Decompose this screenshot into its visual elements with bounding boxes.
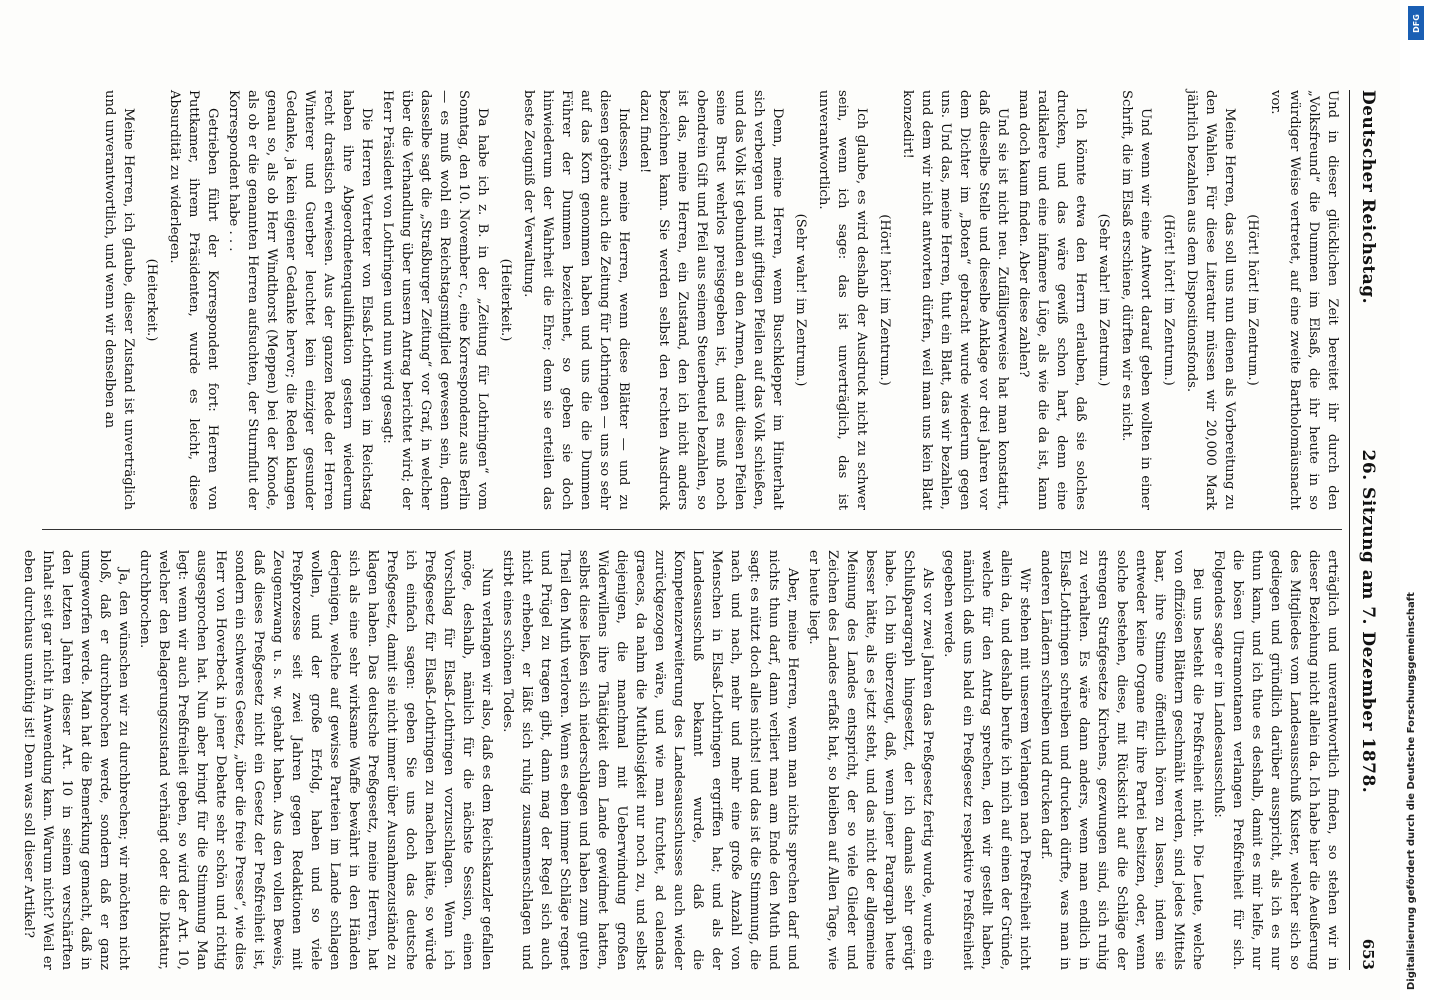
page-number: 653 [1359, 938, 1377, 970]
interjection: (Hört! hört! im Zentrum.) [1245, 214, 1260, 386]
paragraph: Und sie ist nicht neu. Zufälligerweise hat man konstatirt, daß dieselbe Stelle und dieselbe Anklage vor drei Jahren vor dem Dichter im „Boten“ gebracht wurde wiederum gegen uns. Und das, meine Herren, thut ein Blatt, das wir bezahlen, und dem wir nicht antworten dürfen, weil man uns kein Blatt konzedirt! [900, 90, 1010, 510]
paragraph: Und wenn wir eine Antwort darauf geben wollten in einer Schrift, die im Elsaß erschiene, dürften wir es nicht. [1119, 90, 1153, 510]
page-header [1352, 90, 1378, 970]
column-divider [42, 529, 1342, 530]
header-publication: Deutscher Reichstag. [1358, 90, 1378, 305]
header-session: 26. Sitzung am 7. Dezember 1878. [1358, 449, 1378, 794]
paragraph: Aber, meine Herren, wenn man nichts sprechen darf und nichts thun darf, dann verliert man am Ende den Muth und sagt: es nützt doch alles nichts! und das ist die Stimmung, die nach und nach, mehr und mehr eine große Anzahl von Menschen in Elsaß-Lothringen ergriffen hat; und als der Landesausschuß bekannt wurde, daß die Kompetenzerweiterung des Landesausschusses auch wieder zurückgezogen wäre, und wie man furchtet, ad calendas graecas, da nahm die Muthlosigkeit nur noch zu, und selbst diejenigen, die manchmal mit Ueberwindung großen Widerwillens ihre Thätigkeit dem Lande gewidmet hatten, selbst diese ließen sich niederschlagen und haben zum guten Theil den Muth verloren. Wenn es eben immer Schläge regnet und Prügel zu tragen gibt, dann mag der Regel sich auch nicht erheben, er läßt sich ruhig zusammenschlagen und stirbt eines schönen Todes. [500, 550, 800, 970]
interjection: (Sehr wahr! im Zentrum.) [1096, 213, 1111, 387]
interjection: (Heiterkeit.) [144, 258, 159, 342]
paragraph: erträglich und unverantwortlich finden, so stehen wir in dieser Beziehung nicht allein da. Ich habe hier die Aeußerung des Mitgliedes vom Landesausschuß Kuster, welcher sich so gediegen und gründlich darüber ausspricht, als ich es nur thun kann, und ich thue es deshalb, damit es mir helfe, nur die bösen Ultramontanen verlangen Preßfreiheit für sich. Folgendes sagte er im Landesausschuß: [1211, 550, 1340, 970]
paragraph: Nun verlangen wir also, daß es dem Reichskanzler gefallen möge, deshalb, nämlich für die nächste Session, einen Vorschlag für Elsaß-Lothringen vorzuschlagen. Wenn ich Preßgesetz für Elsaß-Lothringen zu machen hätte, so würde ich einfach sagen: geben Sie uns doch das deutsche Preßgesetz, damit sie nicht immer über Ausnahmezustände zu klagen haben. Das deutsche Preßgesetz, meine Herren, hat sich als eine sehr wirksame Waffe bewährt in den Händen derjenigen, welche auf gewisse Parteien im Lande schlagen wollen, und der große Erfolg, haben und so viele Preßprozesse seit zwei Jahren gegen Redaktionen mit Zeugenzwang u. s. w. gehabt haben. Aus den vollen Beweis, daß dieses Preßgesetz nicht ein Gesetz der Preßfreiheit ist, sondern ein schweres Gesetz, „über die freie Presse“, wie dies Herr von Hoverbeck in jener Debatte sehr schön und richtig ausgesprochen hat. Nun aber bringt für die Stimmung Man legt: wenn wir auch Preßfreiheit geben, so wird der Art. 10, welcher den Belagerungszustand verhängt oder die Diktatur, durchbrochen. [137, 550, 494, 970]
paragraph: Getrieben führt der Korrespondent fort: Herren von Puttkamer, ihrem Präsidenten, wurde es leicht, diese Absurdität zu widerlegen. [167, 90, 220, 510]
interjection: (Heiterkeit.) [498, 258, 513, 342]
interjection: (Sehr wahr! im Zentrum.) [793, 213, 808, 387]
header-rule [1349, 90, 1350, 970]
dfg-logo [1408, 6, 1424, 40]
funding-sidebar [1400, 0, 1432, 1000]
paragraph: Die Herren Vertreter von Elsaß-Lothringen im Reichstag haben ihre Abgeordnetenqualifikation gestern wiederum recht drastisch erwiesen. Aus der ganzen Rede der Herren Winterer und Guerber leuchtet kein einziger gesunder Gedanke, ja kein eigener Gedanke hervor; die Reden klangen genau so, als ob Herr Windthorst (Meppen) bei der Konode, als ob er die genannten Herren aufsuchten, der Sturmflut der Korrespondent habe . . . [226, 90, 374, 510]
paragraph: Da habe ich z. B. in der „Zeitung für Lothringen“ vom Sonntag, den 10. November c., eine Korrespondenz aus Berlin — es muß wohl ein Reichstagsmitglied gewesen sein, denn dasselbe sagt die „Straßburger Zeitung“ vor Graf, in welcher über die Verhandlung über unsern Antrag berichtet wird; der Herr Präsident von Lothringen und nun wird gesagt: [380, 90, 490, 510]
paragraph: Ich glaube, es wird deshalb der Ausdruck nicht zu schwer sein, wenn ich sage: das ist unverträglich, das ist unverantwortlich. [816, 90, 869, 510]
paragraph: Indessen, meine Herren, wenn diese Blätter — und zu diesen gehörte auch die Zeitung für Lothringen — uns so sehr auf das Korn genommen haben und uns die die Dummen Führer der Dummen bezeichnet, so geben sie doch hinwiederum der Wahrheit die Ehre; denn sie erteilen das beste Zeugniß der Verwaltung. [521, 90, 631, 510]
left-text-column [32, 90, 1342, 510]
paragraph: Denn, meine Herren, wenn Buschklepper im Hinterhalt sich verbergen und mit giftigen Pfeilen auf das Volk schießen, und das Volk ist gebunden an den Armen, damit diesen Pfeilen seine Brust wehrlos preisgegeben ist, und es muß noch obendrein Gift und Pfeil aus seinem Steuerbeutel bezahlen, so ist das, meine Herren, ein Zustand, den ich nicht anders bezeichnen kann. Sie werden selbst den rechten Ausdruck dazu finden! [637, 90, 785, 510]
interjection: (Hört! hört! im Zentrum.) [877, 214, 892, 386]
paragraph: Bei uns besteht die Preßfreiheit nicht. Die Leute, welche von offiziösen Blättern geschmäht werden, sind jedes Mittels baar, ihre Stimme öffentlich hören zu lassen, indem sie entweder keine Organe für ihre Partei besitzen, oder, wenn solche bestehen, diese, mit Rücksicht auf die Schläge der strengen Strafgesetze Kirchens, gezwungen sind, sich ruhig zu verhalten. Es wäre dann anders, wenn man endlich in Elsaß-Lothringen schreiben und drucken dürfte, was man in anderen Ländern schreiben und drucken darf. [1038, 550, 1205, 970]
dfg-logo-text: DFG [1411, 13, 1421, 33]
right-text-column [21, 550, 1342, 970]
paragraph: Ich könnte etwa den Herrn erlauben, daß sie solches drucken, und das wäre gewiß schon hart, denn eine radikalere und eine infamere Lüge, als wie die da ist, kann man doch kaum finden. Aber diese zahlen? [1016, 90, 1088, 510]
interjection: (Hört! hört! im Zentrum.) [1161, 214, 1176, 386]
paragraph: Meine Herren, ich glaube, dieser Zustand ist unverträglich und unverantwortlich, und wenn wir denselben an [102, 90, 136, 510]
paragraph: Als vor zwei Jahren das Preßgesetz fertig wurde, wurde ein Schlußparagraph hingesetzt, der ich damals sehr gerügt habe. Ich bin überzeugt, daß, wenn jener Paragraph heute besser hätte, als es jetzt steht, und das nicht der allgemeine Meinung des Landes entspricht, der so viele Glieder und Zeichen des Landes erfaßt hat, so bleiben auf Allen Tage, wie er heute liegt. [806, 550, 935, 970]
paragraph: Und in dieser glücklichen Zeit bereitet ihr durch den „Volksfreund“ die Dummen im Elsaß, die ihr heute in so würdiger Weise vertretet, auf eine zweite Bartholomäusnacht vor. [1268, 90, 1340, 510]
paragraph: Wir stehen mit unserem Verlangen nach Preßfreiheit nicht allein da, und deshalb berufe ich mich auf einen der Gründe, welche für den Antrag sprechen, den wir gestellt haben, nämlich daß uns bald ein Preßgesetz respektive Preßfreiheit gegeben werde. [941, 550, 1032, 970]
funding-note: Digitalisierung gefördert durch die Deutsche Forschungsgemeinschaft [1406, 592, 1417, 990]
paragraph: Meine Herren, das soll uns nun dienen als Vorbereitung zu den Wahlen. Für diese Literatur müssen wir 20,000 Mark jährlich bezahlen aus dem Dispositionsfonds. [1184, 90, 1237, 510]
paragraph: Ja, den wünschen wir zu durchbrechen; wir möchten nicht bloß, daß er durchbrochen werde, sondern daß er ganz umgeworfen werde. Man hat die Bemerkung gemacht, daß in den letzten Jahren dieser Art. 10 in seinem verschärften Inhalt seit gar nicht in Anwendung kam. Warum nicht? Weil er eben durchaus unnöthig ist! Denn was soll dieser Artikel? [21, 550, 131, 970]
